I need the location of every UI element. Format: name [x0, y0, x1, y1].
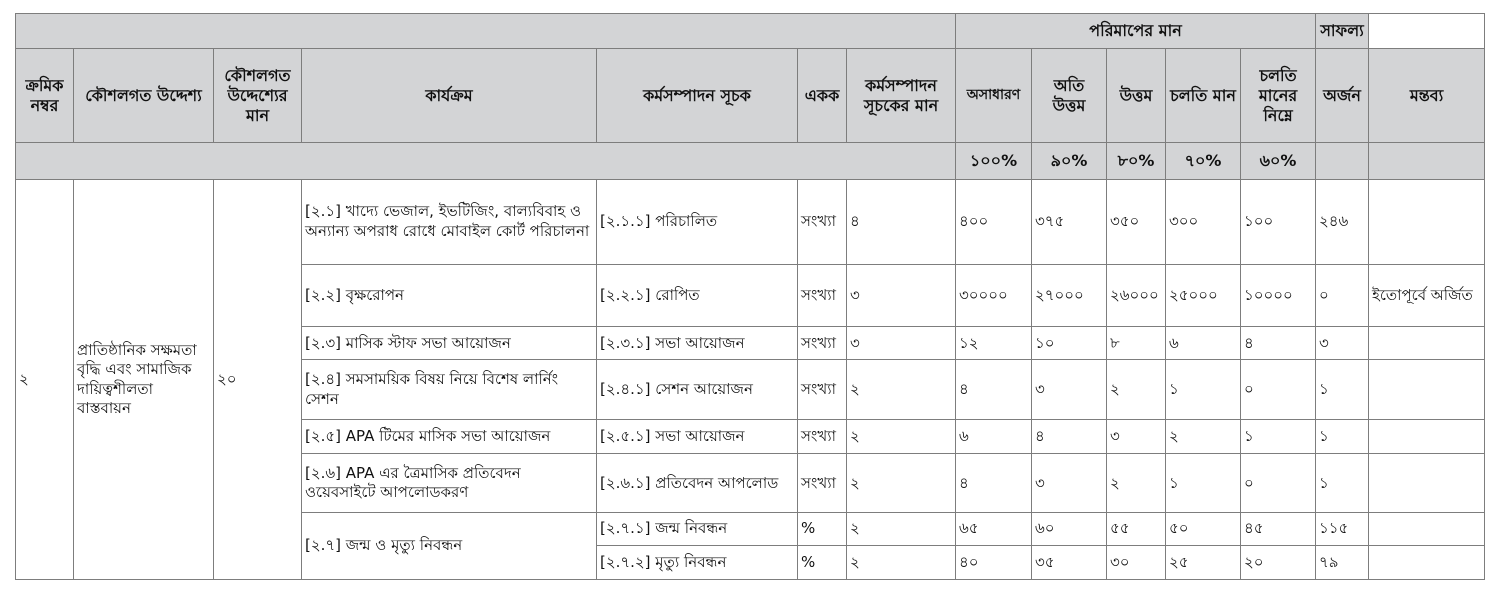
success-group-header: সাফল্য	[1316, 14, 1369, 49]
good-cell: ৩	[1107, 419, 1166, 453]
weight-cell: ২	[847, 360, 956, 419]
fair-cell: ২৫০০০	[1166, 264, 1241, 326]
below-fair-cell: ১০০০০	[1241, 264, 1316, 326]
good-cell: ৩০	[1107, 545, 1166, 579]
very-good-cell: ৩	[1032, 360, 1107, 419]
very-good-cell: ৩৭৫	[1032, 180, 1107, 265]
excellent-cell: ৪০০	[956, 180, 1032, 265]
pct-excellent: ১০০%	[956, 142, 1032, 179]
very-good-cell: ২৭০০০	[1032, 264, 1107, 326]
good-cell: ৩৫০	[1107, 180, 1166, 265]
weight-cell: ৩	[847, 327, 956, 360]
indicator-cell: [২.৭.১] জন্ম নিবন্ধন	[597, 513, 798, 545]
indicator-cell: [২.৫.১] সভা আয়োজন	[597, 419, 798, 453]
unit-cell: %	[798, 513, 847, 545]
achievement-cell: ২৪৬	[1316, 180, 1369, 265]
unit-cell: সংখ্যা	[798, 360, 847, 419]
unit-cell: সংখ্যা	[798, 264, 847, 326]
achievement-cell: ১	[1316, 419, 1369, 453]
achievement-cell: ১	[1316, 454, 1369, 513]
objective-value-cell: ২০	[214, 180, 302, 580]
achievement-cell: ৩	[1316, 327, 1369, 360]
remarks-cell	[1369, 180, 1485, 265]
fair-cell: ২	[1166, 419, 1241, 453]
strategic-objective-cell: প্রাতিষ্ঠানিক সক্ষমতা বৃদ্ধি এবং সামাজিক দায়িত্বশীলতা বাস্তবায়ন	[74, 180, 214, 580]
remarks-cell	[1369, 327, 1485, 360]
weight-cell: ৩	[847, 264, 956, 326]
group-header-empty	[1369, 14, 1485, 49]
unit-cell: সংখ্যা	[798, 327, 847, 360]
col-indicator: কর্মসম্পাদন সূচক	[597, 49, 798, 143]
pct-below-fair: ৬০%	[1241, 142, 1316, 179]
weight-cell: ২	[847, 545, 956, 579]
fair-cell: ২৫	[1166, 545, 1241, 579]
excellent-cell: ১২	[956, 327, 1032, 360]
weight-cell: ২	[847, 454, 956, 513]
indicator-cell: [২.৩.১] সভা আয়োজন	[597, 327, 798, 360]
group-header-row	[16, 14, 1485, 49]
below-fair-cell: ৪৫	[1241, 513, 1316, 545]
col-achievement: অর্জন	[1316, 49, 1369, 143]
fair-cell: ৬	[1166, 327, 1241, 360]
good-cell: ২	[1107, 454, 1166, 513]
remarks-cell	[1369, 545, 1485, 579]
excellent-cell: ৪	[956, 360, 1032, 419]
measure-group-header: পরিমাপের মান	[956, 14, 1316, 49]
activity-cell: [২.৫] APA টিমের মাসিক সভা আয়োজন	[302, 419, 597, 453]
indicator-cell: [২.১.১] পরিচালিত	[597, 180, 798, 265]
excellent-cell: ৬৫	[956, 513, 1032, 545]
column-header-row	[16, 49, 1485, 143]
excellent-cell: ৩০০০০	[956, 264, 1032, 326]
col-very-good: অতি উত্তম	[1032, 49, 1107, 143]
excellent-cell: ৪০	[956, 545, 1032, 579]
activity-cell: [২.৬] APA এর ত্রৈমাসিক প্রতিবেদন ওয়েবসাইটে আপলোডকরণ	[302, 454, 597, 513]
pct-good: ৮০%	[1107, 142, 1166, 179]
percentage-row	[16, 142, 1485, 179]
col-remarks: মন্তব্য	[1369, 49, 1485, 143]
below-fair-cell: ৪	[1241, 327, 1316, 360]
remarks-cell	[1369, 454, 1485, 513]
indicator-cell: [২.৪.১] সেশন আয়োজন	[597, 360, 798, 419]
col-unit: একক	[798, 49, 847, 143]
good-cell: ২	[1107, 360, 1166, 419]
activity-cell: [২.৪] সমসাময়িক বিষয় নিয়ে বিশেষ লার্নিং সেশন	[302, 360, 597, 419]
weight-cell: ৪	[847, 180, 956, 265]
indicator-cell: [২.২.১] রোপিত	[597, 264, 798, 326]
remarks-cell: ইতোপূর্বে অর্জিত	[1369, 264, 1485, 326]
percentage-row-blank	[16, 142, 956, 179]
achievement-cell: ০	[1316, 264, 1369, 326]
activity-cell: [২.৭] জন্ম ও মৃত্যু নিবন্ধন	[302, 513, 597, 580]
fair-cell: ৫০	[1166, 513, 1241, 545]
pct-fair: ৭০%	[1166, 142, 1241, 179]
excellent-cell: ৬	[956, 419, 1032, 453]
indicator-cell: [২.৭.২] মৃত্যু নিবন্ধন	[597, 545, 798, 579]
very-good-cell: ৬০	[1032, 513, 1107, 545]
very-good-cell: ৩৫	[1032, 545, 1107, 579]
excellent-cell: ৪	[956, 454, 1032, 513]
below-fair-cell: ০	[1241, 454, 1316, 513]
very-good-cell: ৪	[1032, 419, 1107, 453]
unit-cell: সংখ্যা	[798, 454, 847, 513]
pct-achievement-blank	[1316, 142, 1369, 179]
col-excellent: অসাধারণ	[956, 49, 1032, 143]
col-below-fair: চলতি মানের নিম্নে	[1241, 49, 1316, 143]
good-cell: ২৬০০০	[1107, 264, 1166, 326]
below-fair-cell: ১	[1241, 419, 1316, 453]
group-header-blank	[16, 14, 956, 49]
below-fair-cell: ০	[1241, 360, 1316, 419]
fair-cell: ১	[1166, 454, 1241, 513]
below-fair-cell: ২০	[1241, 545, 1316, 579]
weight-cell: ২	[847, 513, 956, 545]
achievement-cell: ১	[1316, 360, 1369, 419]
achievement-cell: ১১৫	[1316, 513, 1369, 545]
remarks-cell	[1369, 360, 1485, 419]
col-objective-value: কৌশলগত উদ্দেশ্যের মান	[214, 49, 302, 143]
good-cell: ৮	[1107, 327, 1166, 360]
col-good: উত্তম	[1107, 49, 1166, 143]
unit-cell: সংখ্যা	[798, 180, 847, 265]
achievement-cell: ৭৯	[1316, 545, 1369, 579]
very-good-cell: ১০	[1032, 327, 1107, 360]
unit-cell: সংখ্যা	[798, 419, 847, 453]
serial-cell: ২	[16, 180, 74, 580]
unit-cell: %	[798, 545, 847, 579]
table-row	[16, 180, 1485, 265]
pct-remarks-blank	[1369, 142, 1485, 179]
apa-performance-table	[15, 13, 1485, 580]
fair-cell: ৩০০	[1166, 180, 1241, 265]
weight-cell: ২	[847, 419, 956, 453]
col-serial: ক্রমিক নম্বর	[16, 49, 74, 143]
indicator-cell: [২.৬.১] প্রতিবেদন আপলোড	[597, 454, 798, 513]
below-fair-cell: ১০০	[1241, 180, 1316, 265]
activity-cell: [২.৩] মাসিক স্টাফ সভা আয়োজন	[302, 327, 597, 360]
activity-cell: [২.১] খাদ্যে ভেজাল, ইভটিজিং, বাল্যবিবাহ ও অন্যান্য অপরাধ রোধে মোবাইল কোর্ট পরিচালনা	[302, 180, 597, 265]
good-cell: ৫৫	[1107, 513, 1166, 545]
col-activity: কার্যক্রম	[302, 49, 597, 143]
very-good-cell: ৩	[1032, 454, 1107, 513]
col-fair: চলতি মান	[1166, 49, 1241, 143]
col-strategic-objective: কৌশলগত উদ্দেশ্য	[74, 49, 214, 143]
activity-cell: [২.২] বৃক্ষরোপন	[302, 264, 597, 326]
col-indicator-value: কর্মসম্পাদন সূচকের মান	[847, 49, 956, 143]
remarks-cell	[1369, 419, 1485, 453]
pct-very-good: ৯০%	[1032, 142, 1107, 179]
fair-cell: ১	[1166, 360, 1241, 419]
remarks-cell	[1369, 513, 1485, 545]
